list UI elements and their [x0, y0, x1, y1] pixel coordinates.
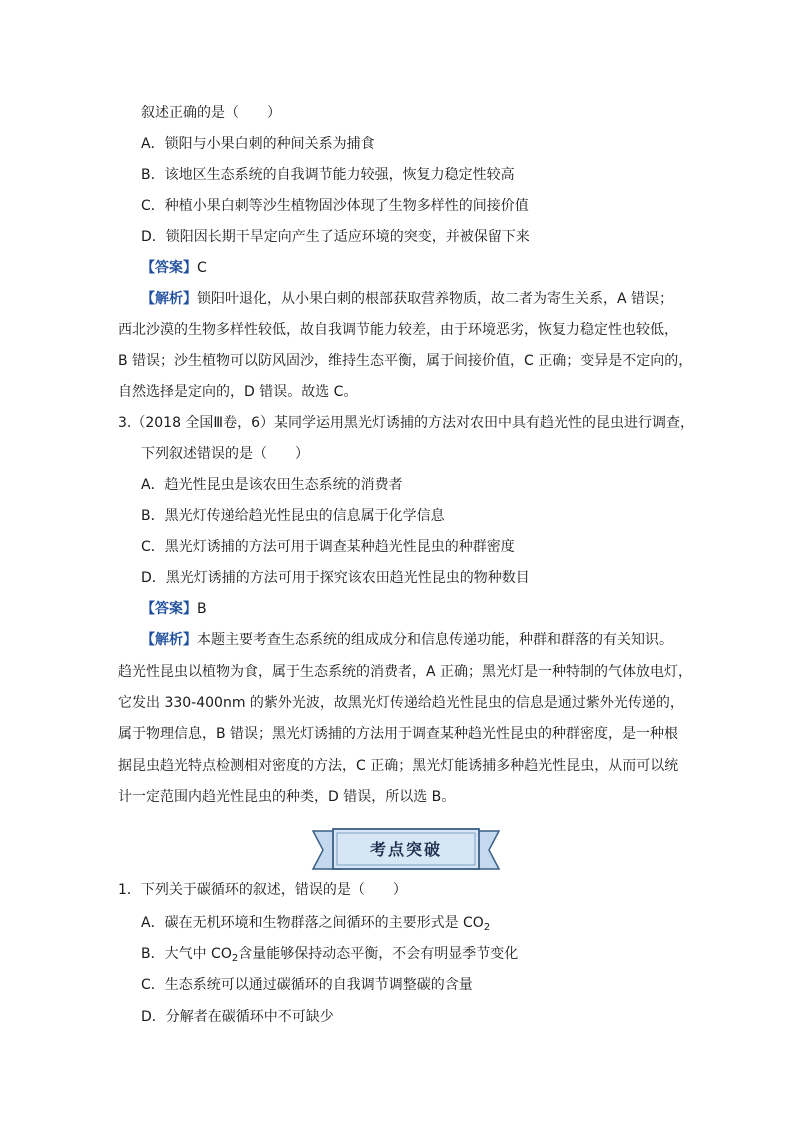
banner-title: 考点突破: [369, 840, 442, 859]
analysis-text: 锁阳叶退化，从小果白刺的根部获取营养物质，故二者为寄生关系，A 错误；: [197, 291, 674, 307]
q2-analysis-line-2: 西北沙漠的生物多样性较低，故自我调节能力较差，由于环境恶劣，恢复力稳定性也较低，: [118, 322, 678, 338]
q3-answer: [141, 599, 207, 619]
q3-analysis-line-6: 计一定范围内趋光性昆虫的种类，D 错误，所以选 B。: [118, 789, 456, 805]
p1-option-b-subscript: 2: [231, 953, 239, 964]
answer-value: C: [197, 260, 207, 276]
p1-option-b: [141, 944, 518, 964]
p1-option-b-text-rest: 含量能够保持动态平衡，不会有明显季节变化: [238, 946, 519, 962]
answer-value: B: [197, 601, 207, 617]
q3-option-b: B．黑光灯传递给趋光性昆虫的信息属于化学信息: [141, 508, 445, 524]
p1-option-a: [141, 913, 490, 933]
q2-answer: [141, 258, 207, 278]
q3-analysis-line-4: 属于物理信息，B 错误；黑光灯诱捕的方法用于调查某种趋光性昆虫的种群密度，是一种根: [118, 726, 679, 742]
q3-option-a: A．趋光性昆虫是该农田生态系统的消费者: [141, 477, 403, 493]
q3-option-d: D．黑光灯诱捕的方法可用于探究该农田趋光性昆虫的物种数目: [141, 570, 530, 586]
q3-analysis-line-2: 趋光性昆虫以植物为食，属于生态系统的消费者，A 正确；黑光灯是一种特制的气体放电灯，: [118, 664, 693, 680]
q3-analysis-line-1: [141, 630, 673, 650]
q3-stem-line-2: 下列叙述错误的是（ ）: [141, 446, 309, 462]
q2-option-c: C．种植小果白刺等沙生植物固沙体现了生物多样性的间接价值: [141, 198, 529, 214]
p1-option-d: D．分解者在碳循环中不可缺少: [141, 1009, 334, 1025]
q2-analysis-line-4: 自然选择是定向的，D 错误。故选 C。: [118, 384, 358, 400]
q2-option-a: A．锁阳与小果白刺的种间关系为捕食: [141, 136, 375, 152]
p1-option-a-subscript: 2: [483, 922, 491, 933]
q2-stem-tail: 叙述正确的是（ ）: [141, 105, 281, 121]
q3-analysis-line-5: 据昆虫趋光特点检测相对密度的方法，C 正确；黑光灯能诱捕多种趋光性昆虫，从而可以统: [118, 758, 679, 774]
answer-tag: 【答案】: [141, 601, 197, 617]
q3-stem-line-1: 3.（2018 全国Ⅲ卷，6）某同学运用黑光灯诱捕的方法对农田中具有趋光性的昆虫进行调查，: [118, 415, 694, 431]
p1-stem: 1．下列关于碳循环的叙述，错误的是（ ）: [118, 882, 407, 898]
q2-option-d: D．锁阳因长期干旱定向产生了适应环境的突变，并被保留下来: [141, 229, 530, 245]
q2-option-b: B．该地区生态系统的自我调节能力较强，恢复力稳定性较高: [141, 167, 515, 183]
p1-option-c: C．生态系统可以通过碳循环的自我调节调整碳的含量: [141, 977, 473, 993]
section-banner: [311, 827, 501, 873]
analysis-tag: 【解析】: [141, 632, 197, 648]
p1-option-a-text: A．碳在无机环境和生物群落之间循环的主要形式是 CO: [141, 915, 484, 931]
q2-analysis-line-3: B 错误；沙生植物可以防风固沙，维持生态平衡，属于间接价值，C 正确；变异是不定向的，: [118, 353, 693, 369]
q2-analysis-line-1: [141, 289, 673, 309]
p1-option-b-text: B．大气中 CO: [141, 946, 232, 962]
analysis-text: 本题主要考查生态系统的组成成分和信息传递功能，种群和群落的有关知识。: [197, 632, 673, 648]
answer-tag: 【答案】: [141, 260, 197, 276]
analysis-tag: 【解析】: [141, 291, 197, 307]
q3-option-c: C．黑光灯诱捕的方法可用于调查某种趋光性昆虫的种群密度: [141, 539, 515, 555]
q3-analysis-line-3: 它发出 330-400nm 的紫外光波，故黑光灯传递给趋光性昆虫的信息是通过紫外光传递的，: [118, 695, 684, 711]
